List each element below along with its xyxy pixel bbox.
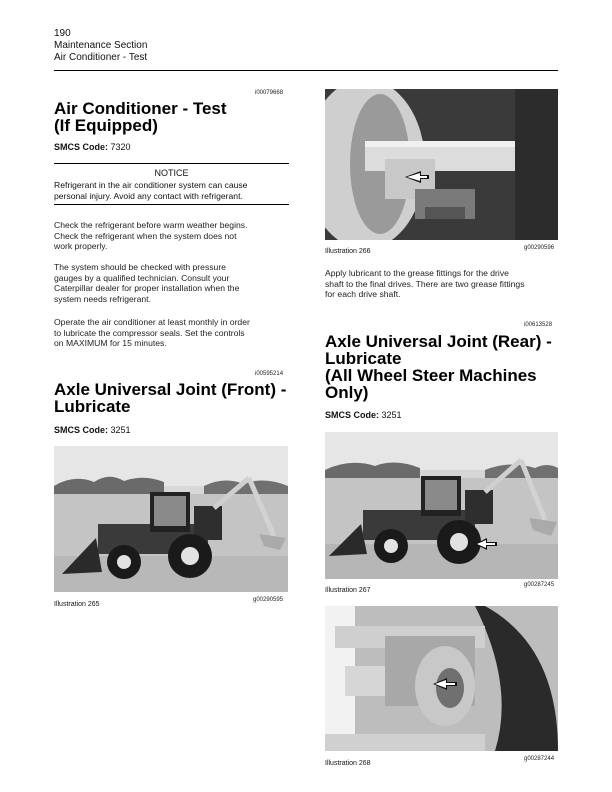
ac-paragraph-2 [54, 262, 294, 304]
text-line: Caterpillar dealer for proper installation when the [54, 283, 240, 294]
text-line: gauges by a qualified technician. Consult your [54, 272, 230, 283]
ac-smcs-code [54, 142, 131, 152]
text-line: Apply lubricant to the grease fittings for the drive [325, 268, 509, 278]
illustration-267-id: g00287245 [524, 582, 555, 588]
notice-line: Refrigerant in the air conditioner system can cause [54, 180, 248, 190]
ac-title-line2: (If Equipped) [54, 116, 158, 135]
illustration-266-photo [325, 89, 558, 240]
rear-title-line3: (All Wheel Steer Machines [325, 366, 537, 385]
ac-paragraph-3 [54, 317, 294, 349]
notice-line: personal injury. Avoid any contact with refrigerant. [54, 190, 243, 201]
text-line: Operate the air conditioner at least monthly in order [54, 317, 250, 327]
front-title-line1: Axle Universal Joint (Front) - [54, 380, 287, 399]
illustration-266-caption: Illustration 266 [325, 248, 371, 255]
illustration-268-caption: Illustration 268 [325, 760, 371, 767]
text-line: for each drive shaft. [325, 289, 401, 300]
rear-smcs-code [325, 410, 402, 420]
rear-title-line1: Axle Universal Joint (Rear) - [325, 332, 552, 351]
illustration-268-id: g00287244 [524, 756, 555, 762]
front-title-line2: Lubricate [54, 397, 131, 416]
text-line: system needs refrigerant. [54, 293, 151, 304]
illustration-266-id: g00290596 [524, 245, 555, 251]
text-line: The system should be checked with pressure [54, 262, 226, 272]
subsection-name: Air Conditioner - Test [54, 52, 148, 63]
smcs-value: 3251 [110, 425, 131, 435]
notice-title: NOTICE [154, 168, 189, 178]
illustration-265-id: g00290595 [253, 597, 284, 603]
illustration-268-photo [325, 606, 558, 751]
front-topic-id: i00595214 [255, 371, 284, 377]
illustration-267-photo [325, 432, 558, 579]
rear-topic-id: i00613528 [524, 322, 553, 328]
rear-axle-title [325, 333, 565, 401]
rear-title-line2: Lubricate [325, 349, 402, 368]
illustration-265-photo [54, 446, 288, 592]
rear-title-line4: Only) [325, 383, 369, 402]
notice-bottom-rule [54, 204, 289, 205]
text-line: work properly. [54, 241, 108, 252]
notice-text [54, 180, 289, 201]
rear-intro-paragraph [325, 268, 565, 300]
illustration-265-caption: Illustration 265 [54, 601, 100, 608]
smcs-label: SMCS Code: [54, 425, 108, 435]
header-divider [54, 70, 558, 71]
page-number: 190 [54, 28, 71, 39]
front-axle-title [54, 381, 294, 415]
section-name: Maintenance Section [54, 40, 148, 51]
text-line: shaft to the final drives. There are two grease fittings [325, 278, 525, 289]
smcs-value: 3251 [381, 410, 402, 420]
page-header [54, 28, 147, 64]
front-smcs-code [54, 425, 131, 435]
smcs-label: SMCS Code: [54, 142, 108, 152]
smcs-value: 7320 [110, 142, 131, 152]
text-line: Check the refrigerant when the system does not [54, 230, 237, 241]
notice-top-rule [54, 163, 289, 164]
ac-title [54, 100, 294, 134]
ac-paragraph-1 [54, 220, 294, 252]
text-line: to lubricate the compressor seals. Set the controls [54, 327, 245, 338]
smcs-label: SMCS Code: [325, 410, 379, 420]
text-line: on MAXIMUM for 15 minutes. [54, 338, 167, 349]
text-line: Check the refrigerant before warm weather begins. [54, 220, 248, 230]
illustration-267-caption: Illustration 267 [325, 587, 371, 594]
ac-topic-id: i00079668 [255, 90, 284, 96]
ac-title-line1: Air Conditioner - Test [54, 99, 227, 118]
